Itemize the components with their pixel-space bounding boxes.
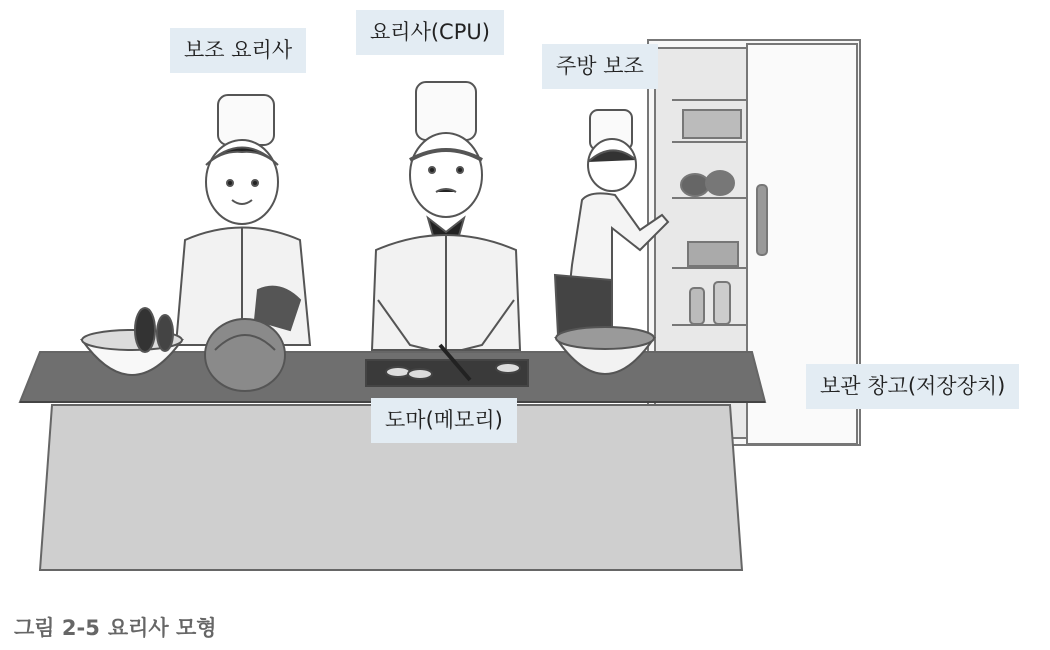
assistant-chef-label: 보조 요리사: [170, 28, 306, 73]
chef-cpu-figure: [372, 82, 520, 350]
figure-number: 그림 2-5: [14, 616, 100, 640]
chef-cpu-label: 요리사(CPU): [356, 10, 504, 55]
figure-title: 요리사 모형: [107, 616, 217, 640]
kitchen-assistant-label: 주방 보조: [542, 44, 658, 89]
assistant-chef-figure: [176, 95, 310, 345]
figure-caption: [14, 612, 217, 642]
cutting-board-label: 도마(메모리): [371, 398, 517, 443]
cabbage: [205, 319, 285, 391]
storage-fridge-label: 보관 창고(저장장치): [806, 364, 1019, 409]
